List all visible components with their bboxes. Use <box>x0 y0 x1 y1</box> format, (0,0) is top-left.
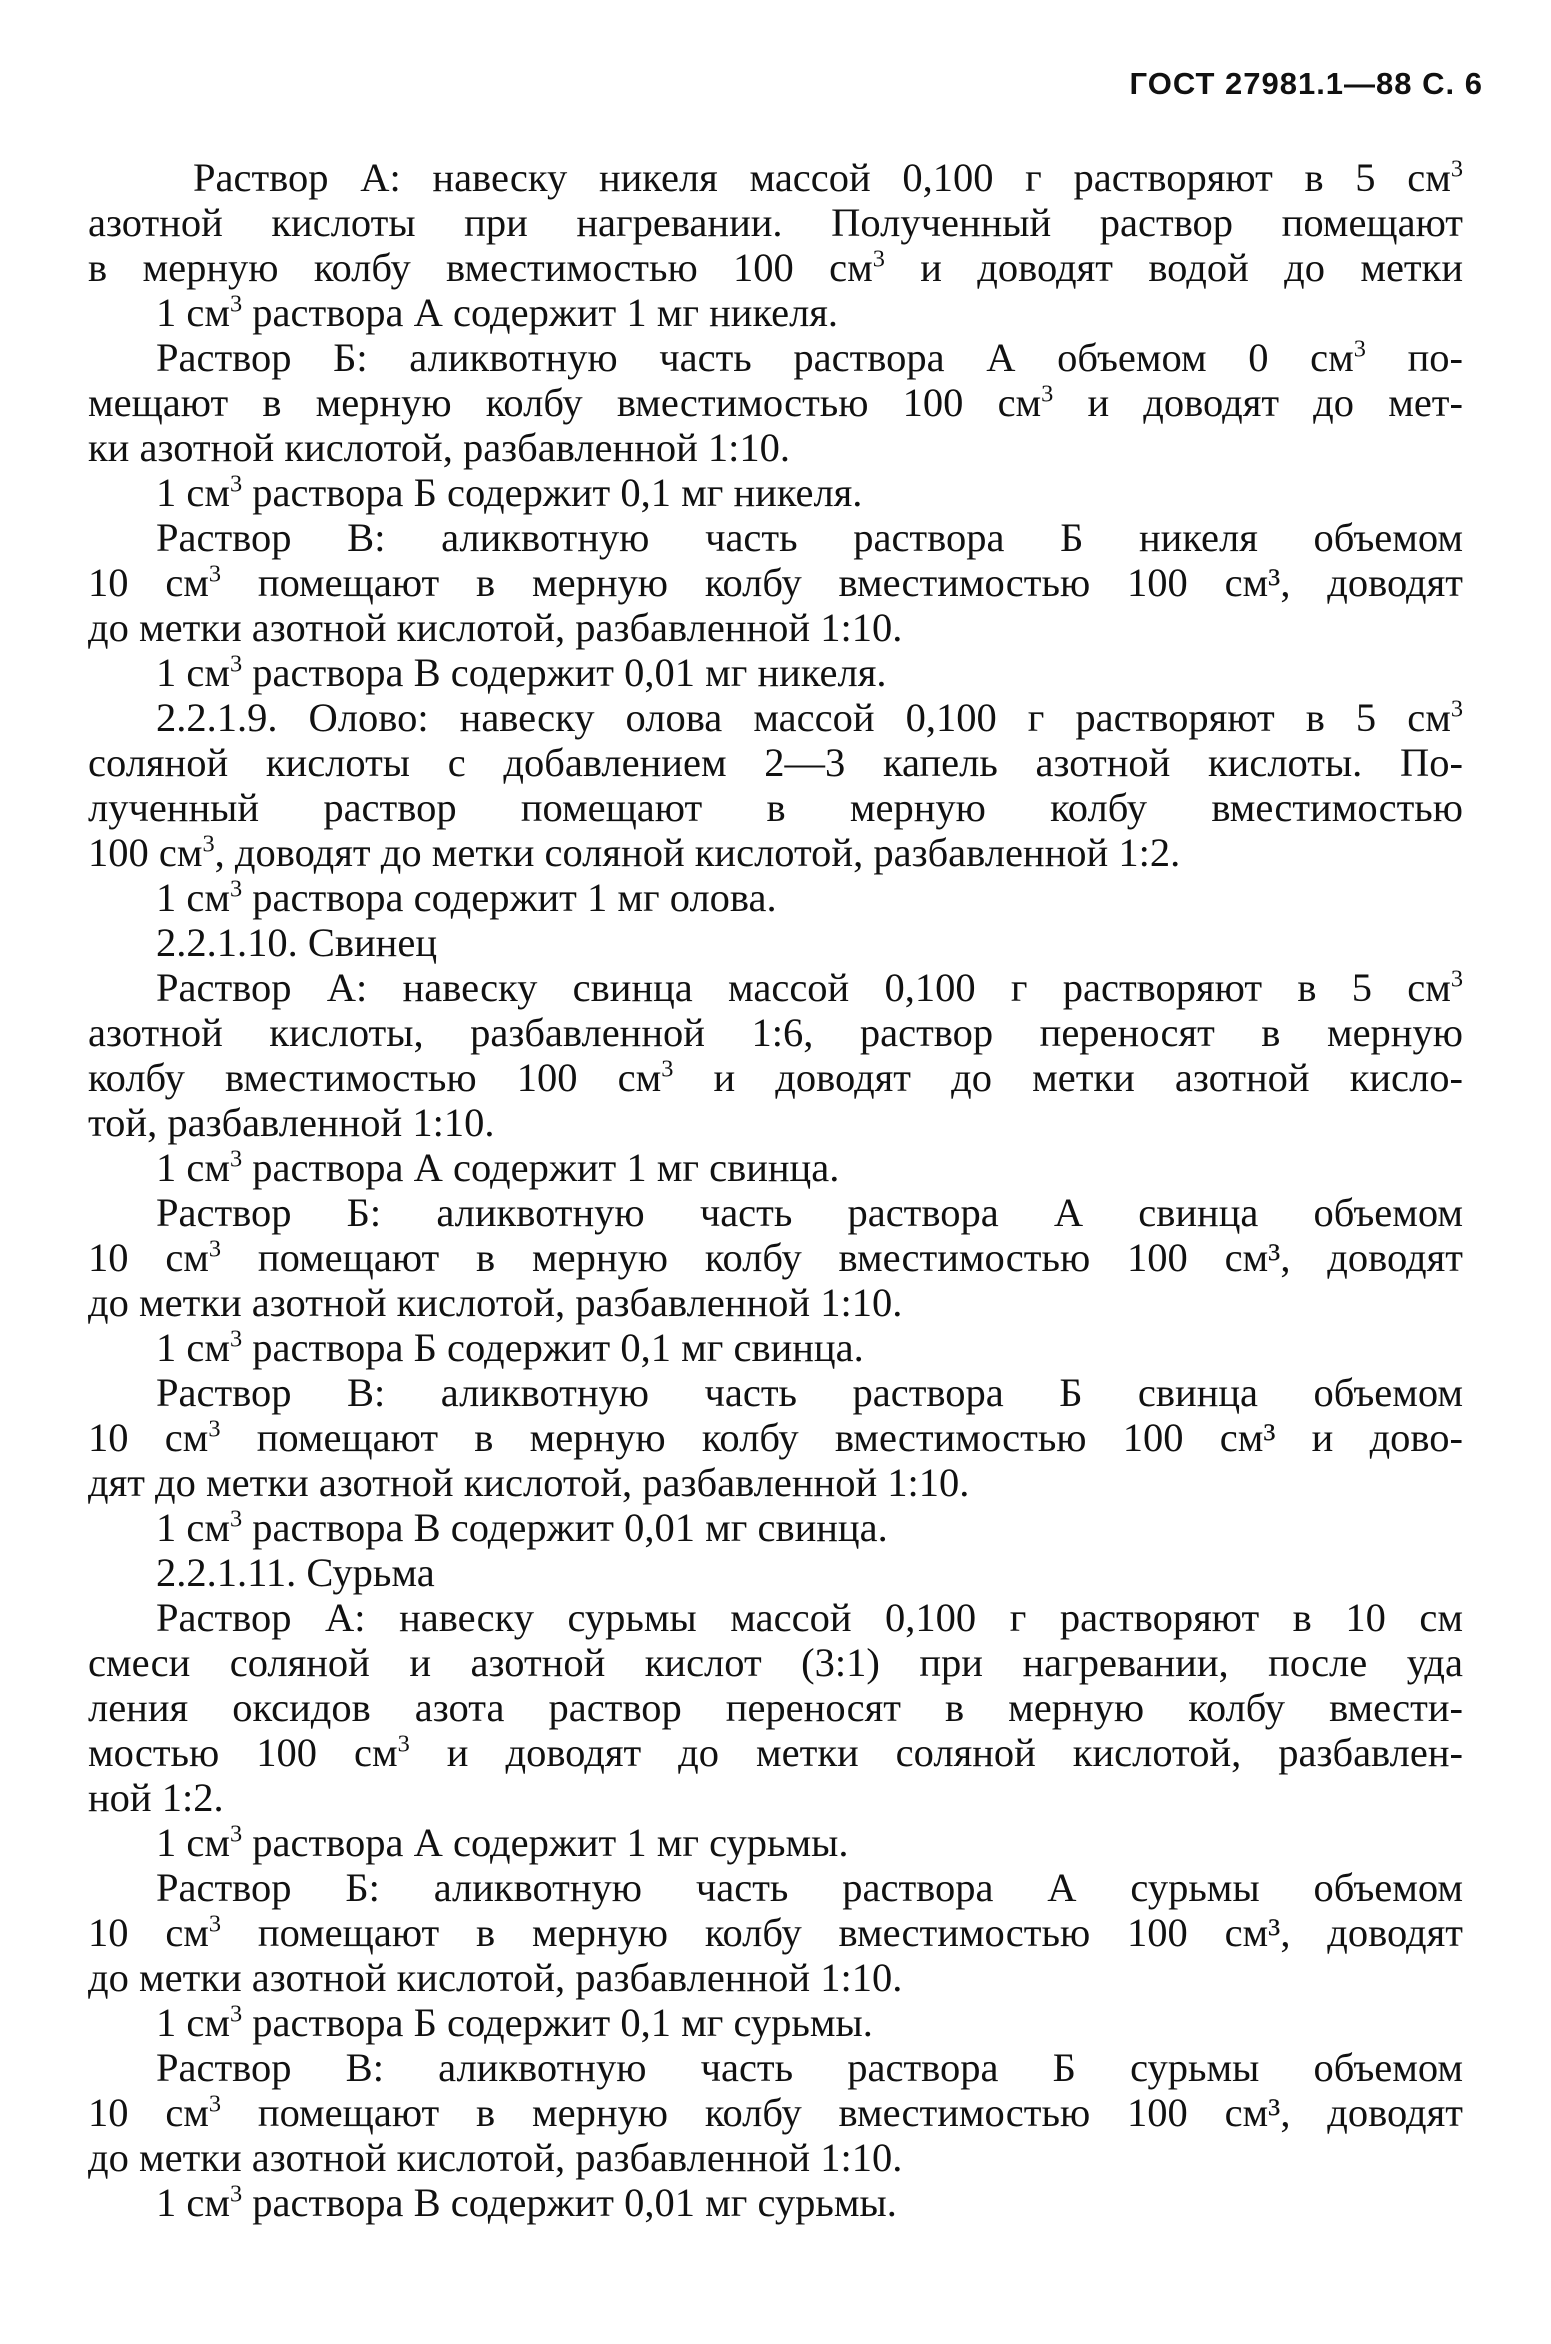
line-text-continued: помещают в мерную колбу вместимостью 100 см³, доводят <box>221 2090 1463 2135</box>
page-header: ГОСТ 27981.1—88 С. 6 <box>1129 66 1483 101</box>
text-line <box>88 470 1463 515</box>
line-text-continued: раствора А содержит 1 мг никеля. <box>242 290 839 335</box>
line-text: 2.2.1.11. Сурьма <box>156 1550 435 1595</box>
line-text: дят до метки азотной кислотой, разбавленной 1:10. <box>88 1460 970 1505</box>
line-text: соляной кислоты с добавлением 2—3 капель азотной кислоты. По- <box>88 740 1463 785</box>
line-text: ки азотной кислотой, разбавленной 1:10. <box>88 425 791 470</box>
line-text-continued: раствора А содержит 1 мг свинца. <box>242 1145 840 1190</box>
superscript: 3 <box>1450 965 1463 993</box>
line-text-continued: раствора В содержит 0,01 мг свинца. <box>242 1505 888 1550</box>
line-text: Раствор А: навеску сурьмы массой 0,100 г растворяют в 10 см <box>156 1595 1463 1640</box>
text-line <box>88 1325 1463 1370</box>
line-text: Раствор А: навеску никеля массой 0,100 г растворяют в 5 см <box>193 155 1451 200</box>
text-line <box>88 1955 1463 2000</box>
line-text: Раствор В: аликвотную часть раствора Б никеля объемом <box>156 515 1463 560</box>
line-text: 2.2.1.9. Олово: навеску олова массой 0,100 г растворяют в 5 см <box>156 695 1451 740</box>
line-text-continued: раствора Б содержит 0,1 мг свинца. <box>242 1325 864 1370</box>
text-line <box>88 245 1463 290</box>
text-line <box>88 605 1463 650</box>
line-text: 1 см <box>156 290 230 335</box>
line-text: 10 см <box>88 1910 209 1955</box>
text-line <box>88 1190 1463 1235</box>
document-body <box>88 155 1463 2225</box>
text-line <box>88 1235 1463 1280</box>
line-text: 1 см <box>156 1505 230 1550</box>
line-text: азотной кислоты при нагревании. Полученный раствор помещают <box>88 200 1463 245</box>
line-text: 1 см <box>156 470 230 515</box>
line-text: 1 см <box>156 2180 230 2225</box>
line-text: до метки азотной кислотой, разбавленной 1:10. <box>88 1280 903 1325</box>
line-text-continued: помещают в мерную колбу вместимостью 100 см³, доводят <box>221 560 1463 605</box>
text-line <box>88 1280 1463 1325</box>
line-text: Раствор В: аликвотную часть раствора Б свинца объемом <box>156 1370 1463 1415</box>
line-text: 10 см <box>88 1235 209 1280</box>
line-text: 1 см <box>156 2000 230 2045</box>
text-line <box>88 965 1463 1010</box>
superscript: 3 <box>397 1730 410 1758</box>
line-text: ной 1:2. <box>88 1775 224 1820</box>
text-line <box>88 515 1463 560</box>
text-line <box>88 425 1463 470</box>
line-text-continued: раствора В содержит 0,01 мг сурьмы. <box>242 2180 897 2225</box>
line-text: колбу вместимостью 100 см <box>88 1055 662 1100</box>
text-line <box>88 1460 1463 1505</box>
line-text: 1 см <box>156 650 230 695</box>
line-text: мещают в мерную колбу вместимостью 100 см <box>88 380 1042 425</box>
text-line <box>88 1820 1463 1865</box>
line-text-continued: раствора Б содержит 0,1 мг сурьмы. <box>242 2000 873 2045</box>
text-line <box>88 290 1463 335</box>
superscript: 3 <box>229 1145 243 1173</box>
text-line <box>88 875 1463 920</box>
line-text: лученный раствор помещают в мерную колбу вместимостью <box>88 785 1463 830</box>
line-text-continued: помещают в мерную колбу вместимостью 100 см³, доводят <box>221 1910 1463 1955</box>
text-line <box>88 830 1463 875</box>
line-text: Раствор Б: аликвотную часть раствора А свинца объемом <box>156 1190 1463 1235</box>
text-line <box>88 650 1463 695</box>
text-line <box>88 1415 1463 1460</box>
line-text: до метки азотной кислотой, разбавленной 1:10. <box>88 605 903 650</box>
line-text-continued: раствора Б содержит 0,1 мг никеля. <box>242 470 863 515</box>
text-line <box>88 1100 1463 1145</box>
superscript: 3 <box>1353 335 1366 363</box>
text-line <box>88 560 1463 605</box>
text-line <box>88 335 1463 380</box>
line-text-continued: и доводят до метки соляной кислотой, разбавлен- <box>409 1730 1463 1775</box>
text-line <box>88 740 1463 785</box>
superscript: 3 <box>229 2000 243 2028</box>
line-text-continued: и доводят до метки азотной кисло- <box>673 1055 1463 1100</box>
text-line <box>88 1595 1463 1640</box>
superscript: 3 <box>872 245 885 273</box>
text-line <box>88 2000 1463 2045</box>
line-text-continued: раствора содержит 1 мг олова. <box>242 875 777 920</box>
superscript: 3 <box>1450 695 1463 723</box>
line-text: Раствор А: навеску свинца массой 0,100 г растворяют в 5 см <box>156 965 1451 1010</box>
text-line <box>88 2090 1463 2135</box>
text-line <box>88 1865 1463 1910</box>
text-line <box>88 1145 1463 1190</box>
superscript: 3 <box>1041 380 1054 408</box>
line-text: до метки азотной кислотой, разбавленной 1:10. <box>88 1955 903 2000</box>
line-text: 10 см <box>88 1415 209 1460</box>
text-line <box>88 1640 1463 1685</box>
text-line <box>88 2135 1463 2180</box>
superscript: 3 <box>229 290 243 318</box>
text-line <box>88 2180 1463 2225</box>
line-text: 10 см <box>88 2090 209 2135</box>
line-text: 1 см <box>156 875 230 920</box>
superscript: 3 <box>229 1325 243 1353</box>
line-text: мостью 100 см <box>88 1730 398 1775</box>
superscript: 3 <box>1450 155 1463 183</box>
text-line <box>88 1775 1463 1820</box>
text-line <box>88 1505 1463 1550</box>
line-text: Раствор В: аликвотную часть раствора Б сурьмы объемом <box>156 2045 1463 2090</box>
line-text: 10 см <box>88 560 209 605</box>
superscript: 3 <box>208 1415 221 1443</box>
superscript: 3 <box>229 1820 243 1848</box>
line-text-continued: и доводят водой до метки <box>884 245 1463 290</box>
text-line <box>88 1685 1463 1730</box>
superscript: 3 <box>229 470 243 498</box>
text-line <box>88 380 1463 425</box>
superscript: 3 <box>229 650 243 678</box>
text-line <box>88 1010 1463 1055</box>
line-text-continued: помещают в мерную колбу вместимостью 100 см³ и дово- <box>220 1415 1464 1460</box>
line-text-continued: и доводят до мет- <box>1053 380 1463 425</box>
line-text: азотной кислоты, разбавленной 1:6, раствор переносят в мерную <box>88 1010 1463 1055</box>
line-text-continued: , доводят до метки соляной кислотой, разбавленной 1:2. <box>214 830 1181 875</box>
text-line <box>88 200 1463 245</box>
text-line <box>88 1370 1463 1415</box>
line-text: ления оксидов азота раствор переносят в мерную колбу вмести- <box>88 1685 1463 1730</box>
line-text: смеси соляной и азотной кислот (3:1) при нагревании, после уда <box>88 1640 1463 1685</box>
line-text: Раствор Б: аликвотную часть раствора А сурьмы объемом <box>156 1865 1463 1910</box>
line-text-continued: раствора А содержит 1 мг сурьмы. <box>242 1820 849 1865</box>
text-line <box>88 155 1463 200</box>
line-text: Раствор Б: аликвотную часть раствора А объемом 0 см <box>156 335 1354 380</box>
line-text: до метки азотной кислотой, разбавленной 1:10. <box>88 2135 903 2180</box>
line-text: 1 см <box>156 1325 230 1370</box>
superscript: 3 <box>661 1055 674 1083</box>
line-text: 1 см <box>156 1820 230 1865</box>
superscript: 3 <box>229 875 243 903</box>
text-line <box>88 1055 1463 1100</box>
text-line <box>88 1910 1463 1955</box>
line-text: 100 см <box>88 830 203 875</box>
superscript: 3 <box>229 1505 243 1533</box>
line-text: в мерную колбу вместимостью 100 см <box>88 245 873 290</box>
line-text-continued: помещают в мерную колбу вместимостью 100 см³, доводят <box>221 1235 1463 1280</box>
superscript: 3 <box>208 2090 222 2118</box>
superscript: 3 <box>229 2180 243 2208</box>
text-line <box>88 785 1463 830</box>
text-line <box>88 695 1463 740</box>
line-text: той, разбавленной 1:10. <box>88 1100 495 1145</box>
superscript: 3 <box>208 1910 222 1938</box>
text-line <box>88 920 1463 965</box>
text-line <box>88 2045 1463 2090</box>
superscript: 3 <box>202 830 215 858</box>
text-line <box>88 1730 1463 1775</box>
superscript: 3 <box>208 1235 222 1263</box>
text-line <box>88 1550 1463 1595</box>
line-text: 2.2.1.10. Свинец <box>156 920 438 965</box>
line-text-continued: по- <box>1365 335 1463 380</box>
superscript: 3 <box>208 560 222 588</box>
line-text: 1 см <box>156 1145 230 1190</box>
line-text-continued: раствора В содержит 0,01 мг никеля. <box>242 650 887 695</box>
